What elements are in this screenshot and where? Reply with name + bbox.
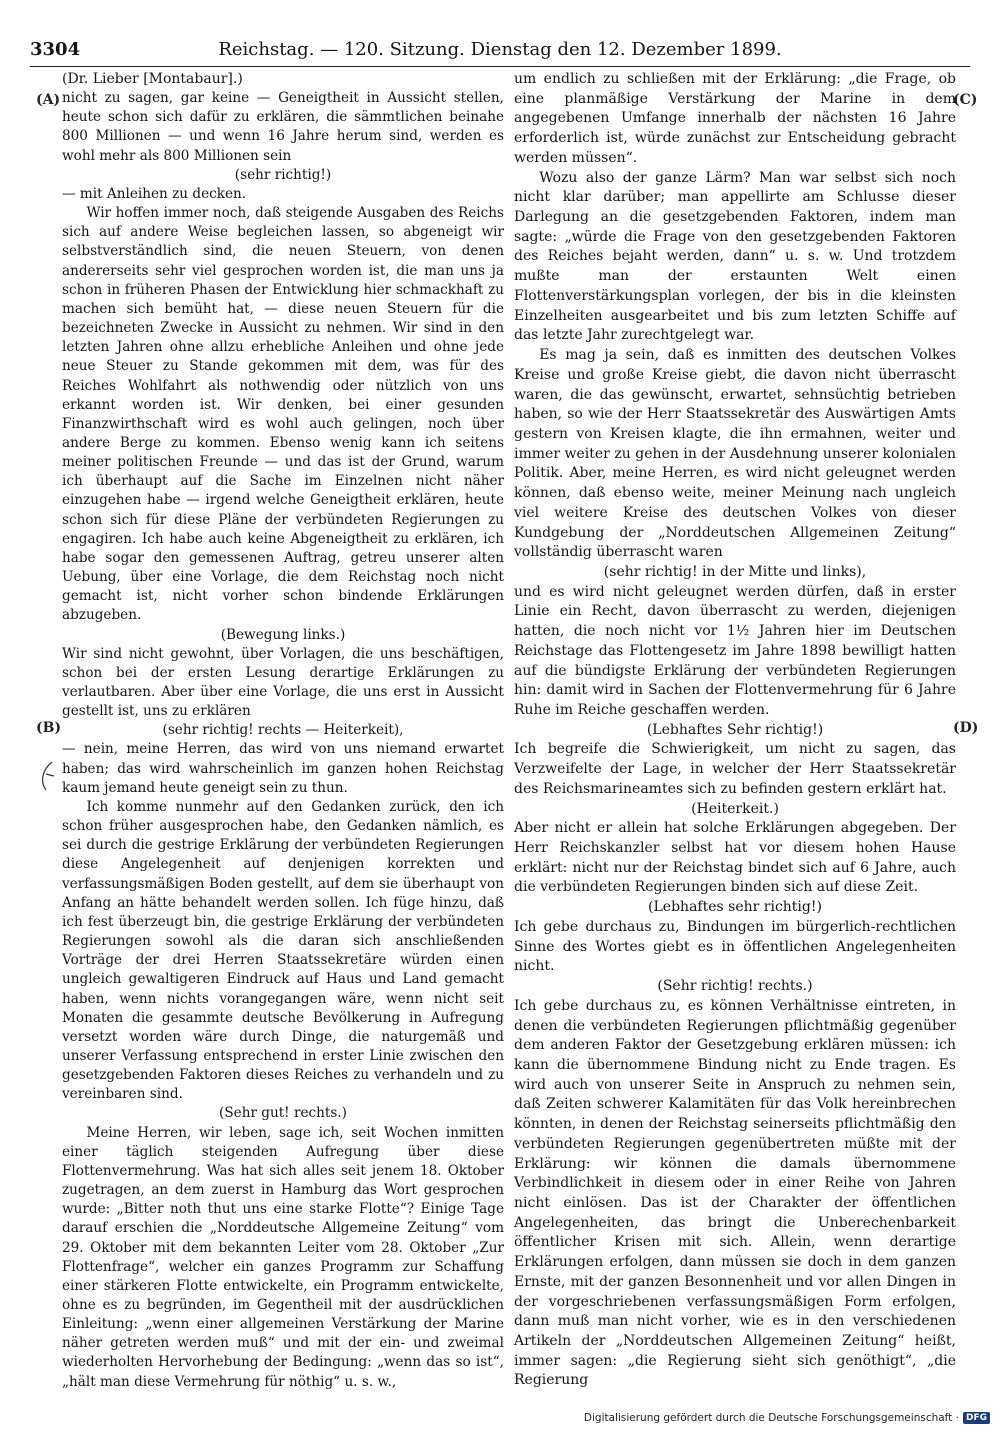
paragraph: Ich gebe durchaus zu, es können Verhältnisse eintreten, in denen die verbündeten Regierungen pflichtmäßig gegenüber dem anderen Faktor der Gesetzgebung erklären müssen: ich kann die übernommene Bindung nicht zu Ende tragen. Es wird auch von unserer Seite in Anspruch zu nehmen sein, daß Zeiten schwerer Kalamitäten für das Volk hereinbrechen könnten, in denen der Reichstag seinerseits pflichtmäßig den verbündeten Regierungen gegenübertreten müßte mit der Erklärung: wir können die damals übernommene Verbindlichkeit in diesem oder in einer Reihe von Jahren nicht einlösen. Das ist der Charakter der öffentlichen Angelegenheiten, das bringt die Unberechenbarkeit öffentlicher Krisen mit sich. Allein, wenn derartige Erklärungen erfolgen, dann müssen sie doch in dem ganzen Ernste, mit der ganzen Besonnenheit und vor allen Dingen in der vorgeschriebenen verfassungsmäßigen Form erfolgen, dann muß man nicht vorher, wie es in den verschiedenen Artikeln der „Norddeutschen Allgemeinen Zeitung“ heißt, immer sagen: „die Regierung sieht sich genöthigt“, „die Regierung	[514, 997, 956, 1389]
interjection: (Heiterkeit.)	[691, 800, 779, 817]
margin-mark-b: (B)	[36, 720, 62, 736]
paragraph: — mit Anleihen zu decken.	[62, 185, 247, 202]
paragraph: um endlich zu schließen mit der Erklärung: „die Frage, ob eine planmäßige Verstärkung der Marine in dem angegebenen Umfange innerhalb der nächsten 16 Jahre erforderlich ist, würde zunächst zur Entscheidung gebracht werden müssen“.	[514, 71, 956, 166]
right-column	[514, 70, 956, 1391]
interjection: (sehr richtig!)	[234, 166, 332, 183]
interjection: (sehr richtig! rechts — Heiterkeit),	[162, 722, 404, 739]
digitization-footer	[584, 1412, 990, 1424]
paragraph: Wir hoffen immer noch, daß steigende Ausgaben des Reichs sich auf andere Weise begleichen lassen, so abgeneigt wir selbstverständlich sind, die neuen Steuern, von denen andererseits sehr viel gesprochen worden ist, die man uns ja schon in früheren Phasen der Entwicklung hier schmackhaft zu machen sich bemüht hat, — diese neuen Steuern für die bezeichneten Zwecke in Aussicht zu nehmen. Wir sind in den letzten Jahren ohne allzu erhebliche Anleihen und ohne jede neue Steuer zu Stande gekommen mit dem, was für des Reiches Wohlfahrt als nothwendig oder nützlich von uns erkannt worden ist. Wir denken, bei einer gesunden Finanzwirthschaft wird es wohl auch gelingen, noch über andere Berge zu kommen. Ebenso wenig kann ich seitens meiner politischen Freunde — und das ist der Grund, warum ich überhaupt auf die Sache im Einzelnen nicht näher einzugehen habe — irgend welche Geneigtheit erklären, heute schon sich für diese Pläne der verbündeten Regierungen zu engagiren. Ich habe auch keine Abgeneigtheit zu erklären, ich habe sogar den gemessenen Auftrag, getreu unserer alten Uebung, über eine Vorlage, die dem Reichstag noch nicht gemacht ist, nicht vorher schon bindende Erklärungen abzugeben.	[62, 205, 504, 624]
paragraph: Aber nicht er allein hat solche Erklärungen abgegeben. Der Herr Reichskanzler selbst hat vor diesem hohen Hause erklärt: nicht nur der Reichstag bindet sich auf 6 Jahre, auch die verbündeten Regierungen binden sich auf diese Zeit.	[514, 820, 956, 896]
interjection: (Sehr gut! rechts.)	[219, 1105, 347, 1122]
paragraph: und es wird nicht geleugnet werden dürfen, daß in erster Linie ein Recht, davon überrascht zu werden, diejenigen hatten, die noch nicht vor 1½ Jahren hier im Deutschen Reichstage das Flottengesetz im Jahre 1898 bewilligt hatten auf die bündigste Erklärung der verbündeten Regierungen hin: damit wird in Sachen der Flottenvermehrung für 6 Jahre Ruhe im Reiche geschaffen werden.	[514, 583, 956, 718]
left-column	[62, 70, 504, 1392]
paragraph: nicht zu sagen, gar keine — Geneigtheit in Aussicht stellen, heute schon sich dafür zu erklären, die sämmtlichen beinahe 800 Millionen — und wenn 16 Jahre herum sind, werden es wohl mehr als 800 Millionen sein	[62, 90, 504, 164]
page-title: Reichstag. — 120. Sitzung. Dienstag den 12. Dezember 1899.	[218, 39, 782, 60]
paragraph: Es mag ja sein, daß es inmitten des deutschen Volkes Kreise und große Kreise giebt, die davon nicht überrascht waren, die das gewünscht, erwartet, sehnsüchtig betrieben haben, so wie der Herr Staatssekretär des Auswärtigen Amts gestern von Kreisen klagte, die ihn ermahnen, weiter und immer weiter zu gehen in der Ausdehnung unserer kolonialen Politik. Aber, meine Herren, es wird nicht geleugnet werden können, daß ebenso weite, meiner Meinung nach ungleich viel weitere Kreise des deutschen Volkes von dieser Kundgebung der „Norddeutschen Allgemeinen Zeitung“ vollständig überrascht waren	[514, 347, 956, 561]
paragraph: Ich gebe durchaus zu, Bindungen im bürgerlich-rechtlichen Sinne des Wortes giebt es in öffentlichen Angelegenheiten nicht.	[514, 918, 956, 975]
interjection: (Lebhaftes sehr richtig!)	[648, 899, 822, 916]
interjection: (Lebhaftes Sehr richtig!)	[646, 721, 824, 738]
margin-mark-c: (C)	[953, 92, 978, 108]
paragraph: — nein, meine Herren, das wird von uns niemand erwartet haben; das wird wahrscheinlich im ganzen hohen Reichstag kaum jemand heute geneigt sein zu thun.	[62, 741, 504, 796]
speaker-label: (Dr. Lieber [Montabaur].)	[62, 71, 243, 87]
interjection: (Bewegung links.)	[220, 626, 346, 643]
paragraph: Wir sind nicht gewohnt, über Vorlagen, die uns beschäftigen, schon bei der ersten Lesung derartige Erklärungen zu verlautbaren. Aber über eine Vorlage, die uns erst in Aussicht gestellt ist, uns zu erklären	[62, 645, 504, 720]
margin-mark-a: (A)	[36, 92, 61, 108]
paragraph: Ich komme nunmehr auf den Gedanken zurück, den ich schon früher ausgesprochen habe, den Gedanken nämlich, es sei durch die gestrige Erklärung der verbündeten Regierungen diese Angelegenheit auf denjenigen korrekten und verfassungsmäßigen Boden gestellt, auf dem sie überhaupt von Anfang an hätte behandelt werden sollen. Ich füge hinzu, daß ich fest überzeugt bin, die gestrige Erklärung der verbündeten Regierungen sowohl als die daran sich anschließenden Vorträge der drei Herren Staatssekretäre würden einen ungleich gewaltigeren Eindruck auf Haus und Land gemacht haben, wenn nichts vorangegangen wäre, wenn nicht seit Monaten die gesammte deutsche Bevölkerung in Aufregung versetzt worden wäre durch Dinge, die naturgemäß und unserer Verfassung entsprechend in erster Linie zwischen den gesetzgebenden Faktoren dieses Reiches zu verhandeln und zu vereinbaren sind.	[62, 798, 504, 1103]
pencil-annotation-icon	[34, 760, 64, 800]
footer-text: Digitalisierung gefördert durch die Deutsche Forschungsgemeinschaft ·	[583, 1412, 959, 1424]
interjection: (sehr richtig! in der Mitte und links),	[603, 563, 867, 580]
paragraph: Wozu also der ganze Lärm? Man war selbst sich noch nicht klar darüber; man appellirte am Schlusse dieser Darlegung an die gesetzgebenden Faktoren, indem man sagte: „würde die Frage von den gesetzgebenden Faktoren des Reiches bejaht werden, dann“ u. s. w. Und trotzdem mußte man der erstaunten Welt einen Flottenverstärkungsplan vorlegen, der bis in die kleinsten Einzelheiten ausgearbeitet und bis zum letzten Schiffe auf das letzte Jahr zurechtgelegt war.	[514, 169, 956, 344]
paragraph: Meine Herren, wir leben, sage ich, seit Wochen inmitten einer täglich steigenden Aufregung über diese Flottenvermehrung. Was hat sich alles seit jenem 18. Oktober zugetragen, an dem zuerst in Hamburg das Wort gesprochen wurde: „Bitter noth thut uns eine starke Flotte“? Einige Tage darauf erschien die „Norddeutsche Allgemeine Zeitung“ vom 29. Oktober mit dem bekannten Leiter vom 28. Oktober „Zur Flottenfrage“, welcher ein ganzes Programm zur Schaffung einer stärkeren Flotte entwickelte, ein Programm entwickelte, ohne es zu begründen, im Gegentheil mit der ausdrücklichen Einleitung: „wenn einer allgemeinen Verstärkung der Marine näher getreten werden muß“ und mit der ein- und zweimal wiederholten Hervorhebung der Bedingung: „wenn das so ist“, „hält man diese Vermehrung für nöthig“ u. s. w.,	[62, 1124, 504, 1390]
interjection: (Sehr richtig! rechts.)	[657, 978, 813, 995]
page-number: 3304	[30, 39, 81, 60]
paragraph: Ich begreife die Schwierigkeit, um nicht zu sagen, das Verzweifelte der Lage, in welcher der Herr Staatssekretär des Reichsmarineamtes sich zu befinden gestern erklärt hat.	[514, 741, 956, 797]
page-header	[30, 36, 970, 67]
dfg-logo: DFG	[963, 1412, 990, 1424]
margin-mark-d: (D)	[953, 720, 979, 736]
